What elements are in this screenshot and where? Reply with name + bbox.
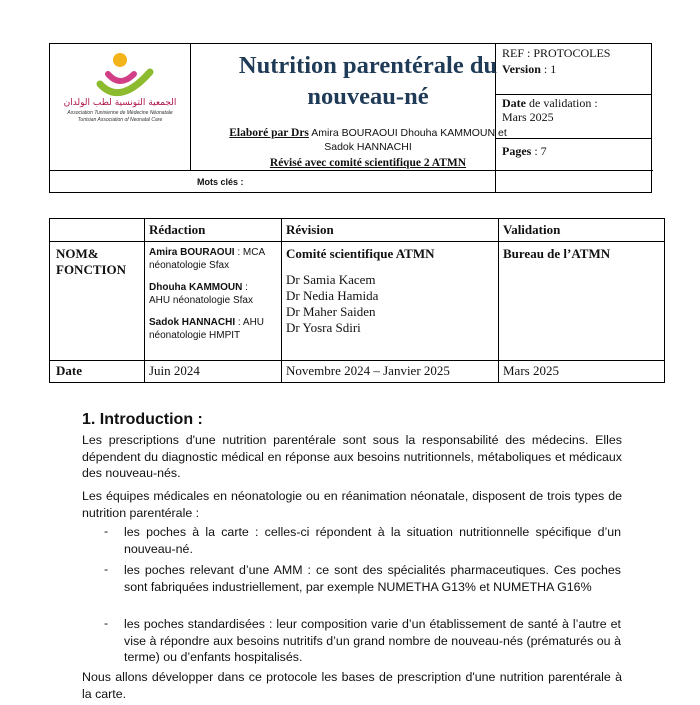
header-table (49, 43, 652, 193)
date-label: Date (502, 96, 526, 110)
date-redaction: Juin 2024 (149, 363, 200, 378)
divider (281, 219, 282, 382)
authors (191, 126, 545, 154)
revision-list (286, 246, 435, 336)
bullet-item: les poches à la carte : celles-ci répondent à la situation nutritionnelle spécifique d’un nouveau-né. (124, 525, 621, 556)
intro-paragraph-3: Nous allons développer dans ce protocole les bases de prescription d'une nutrition parentérale à la carte. (82, 670, 622, 701)
col-header-validation: Validation (503, 222, 561, 237)
row-label-date: Date (56, 363, 82, 378)
author-name: Dhouha KAMMOUN (149, 282, 243, 293)
intro-paragraph-2: Les équipes médicales en néonatologie ou en réanimation néonatale, disposent de trois types de nutrition parentérale : (82, 489, 622, 520)
intro-paragraph-1: Les prescriptions d'une nutrition parentérale sont sous la responsabilité des médecins. Elles dépendent du diagnostic médical en réponse aux besoins nutritionnels, métaboliques et médicaux des nouveau-nés. (82, 433, 622, 481)
row-label-nom-fonction (56, 246, 126, 278)
validation-table (49, 218, 665, 383)
redaction-item (149, 281, 265, 294)
authors-label: Elaboré par Drs (229, 127, 309, 139)
author-role: AHU néonatologie Sfax (149, 295, 253, 306)
revision-member: Dr Yosra Sdiri (286, 320, 361, 335)
bullet-item: les poches relevant d’une AMM : ce sont des spécialités pharmaceutiques. Ces poches sont fabriquées industriellement, par exemple NUMETHA G13% et NUMETHA G16% (124, 563, 621, 594)
revision-member: Dr Maher Saiden (286, 304, 376, 319)
author-role: : (242, 282, 248, 293)
logo-en: Tunisian Association of Neonatal Care (77, 117, 163, 123)
redaction-list (149, 246, 265, 342)
author-name: Sadok HANNACHI (149, 317, 236, 328)
bullet-item: les poches standardisées : leur composition varie d’un établissement de santé à l’autre et vise à répondre aux besoins nutritifs d’un grand nombre de nouveau-nés (prématurés ou à terme) ou d’enfants hospitalisés. (124, 617, 621, 665)
col-header-revision: Révision (286, 222, 334, 237)
date-revision: Novembre 2024 – Janvier 2025 (286, 363, 450, 378)
logo (50, 44, 190, 170)
row-label-line: NOM& (56, 246, 99, 261)
version-label: Version (502, 62, 541, 76)
title-line-2: nouveau-né (307, 83, 429, 110)
redaction-item (149, 316, 265, 329)
revision-member: Dr Nedia Hamida (286, 288, 379, 303)
pages-value: : 7 (531, 144, 547, 158)
author-role: : AHU (235, 317, 265, 328)
row-label-line: FONCTION (56, 262, 127, 277)
page-title (191, 50, 545, 112)
bullet-marker: - (104, 562, 109, 576)
date-validation: Mars 2025 (503, 363, 559, 378)
pages-label: Pages (502, 144, 532, 158)
divider (144, 219, 145, 382)
title-line-1: Nutrition parentérale du (238, 52, 498, 79)
validation-date-value: Mars 2025 (502, 110, 554, 124)
authors-names-2: Sadok HANNACHI (324, 141, 412, 153)
bullet-marker: - (104, 616, 109, 630)
keywords-label: Mots clés : (197, 177, 244, 187)
pages (502, 144, 547, 158)
divider (50, 241, 664, 242)
author-role: : MCA (234, 247, 266, 258)
revision-member: Dr Samia Kacem (286, 272, 376, 287)
authors-names-1: Amira BOURAOUI Dhouha KAMMOUN et (311, 127, 507, 139)
version-value: : 1 (540, 62, 557, 76)
ref-label: REF : PROTOCOLES (502, 46, 611, 60)
section-title: 1. Introduction : (82, 411, 203, 428)
bullet-marker: - (104, 524, 109, 538)
version (502, 62, 556, 76)
divider (50, 360, 664, 361)
revision-note: Révisé avec comité scientifique 2 ATMN (269, 157, 467, 169)
author-role: néonatologie HMPIT (149, 330, 241, 341)
author-name: Amira BOURAOUI (149, 247, 235, 258)
logo-fr: Association Tunisienne de Médecine Néonatale (67, 110, 173, 116)
date-rest: de validation : (526, 96, 598, 110)
validation-date (502, 96, 598, 110)
logo-arabic: الجمعية التونسية لطب الولدان (63, 98, 177, 108)
redaction-item (149, 246, 265, 259)
validation-body: Bureau de l’ATMN (503, 246, 611, 261)
divider (50, 170, 653, 171)
col-header-redaction: Rédaction (149, 222, 206, 237)
revision-title: Comité scientifique ATMN (286, 246, 435, 261)
author-role: néonatologie Sfax (149, 260, 230, 271)
divider (498, 219, 499, 382)
